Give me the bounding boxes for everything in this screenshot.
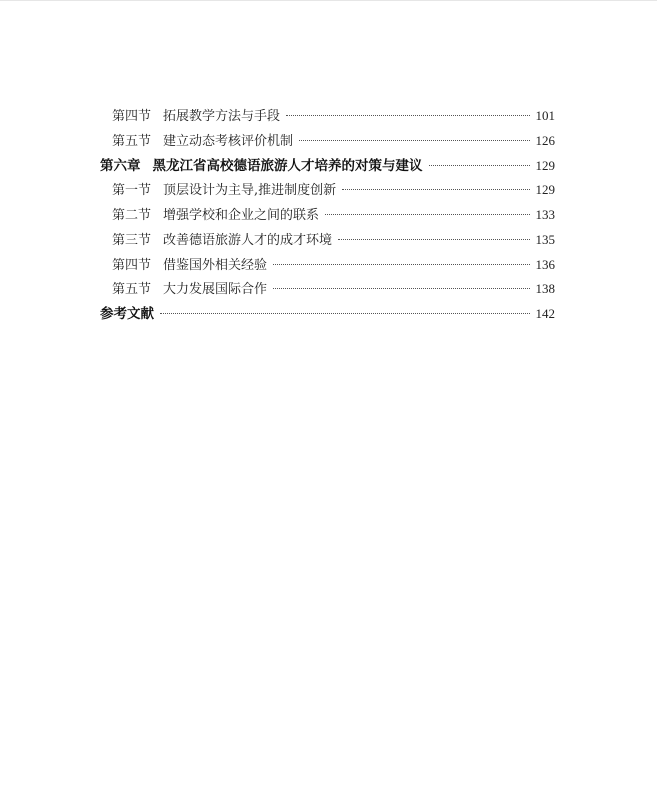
toc-section-title: 改善德语旅游人才的成才环境 xyxy=(163,232,333,248)
dot-leader xyxy=(429,165,530,166)
toc-section-number: 第五节 xyxy=(112,282,152,298)
toc-entry-section-4-1[interactable] xyxy=(100,104,555,129)
toc-entry-section-5[interactable] xyxy=(100,277,555,302)
dot-leader xyxy=(286,115,529,116)
toc-section-title: 拓展教学方法与手段 xyxy=(163,109,281,124)
toc-page-number: 138 xyxy=(535,281,555,297)
table-of-contents xyxy=(100,104,555,327)
toc-references-title: 参考文献 xyxy=(100,306,154,322)
toc-entry-chapter-6[interactable] xyxy=(100,154,555,179)
toc-section-number: 第一节 xyxy=(112,183,152,199)
dot-leader xyxy=(299,140,529,141)
toc-page-number: 129 xyxy=(535,157,555,173)
toc-section-title: 顶层设计为主导,推进制度创新 xyxy=(163,183,337,199)
toc-entry-section-5-1[interactable] xyxy=(100,129,555,154)
toc-page-number: 101 xyxy=(535,108,555,123)
toc-section-number: 第四节 xyxy=(112,257,152,273)
toc-page-number: 126 xyxy=(535,132,555,148)
toc-entry-section-4[interactable] xyxy=(100,253,555,278)
toc-page-number: 129 xyxy=(535,182,555,198)
dot-leader xyxy=(342,189,529,190)
dot-leader xyxy=(160,313,530,314)
toc-section-title: 建立动态考核评价机制 xyxy=(163,133,294,149)
dot-leader xyxy=(273,288,529,289)
toc-entry-section-1[interactable] xyxy=(100,178,555,203)
top-border-line xyxy=(0,0,657,1)
toc-section-number: 第五节 xyxy=(112,133,152,149)
toc-entry-references[interactable] xyxy=(100,302,555,327)
toc-section-title: 大力发展国际合作 xyxy=(163,282,268,298)
toc-entry-section-2[interactable] xyxy=(100,203,555,228)
toc-page-number: 135 xyxy=(535,231,555,247)
toc-page-number: 142 xyxy=(535,306,555,321)
toc-chapter-title: 黑龙江省高校德语旅游人才培养的对策与建议 xyxy=(152,157,423,174)
toc-page-number: 133 xyxy=(535,207,555,222)
toc-section-title: 借鉴国外相关经验 xyxy=(163,257,268,273)
dot-leader xyxy=(273,264,529,265)
dot-leader xyxy=(338,239,529,240)
toc-chapter-number: 第六章 xyxy=(100,157,141,174)
toc-section-title: 增强学校和企业之间的联系 xyxy=(163,208,320,223)
toc-page-number: 136 xyxy=(535,256,555,272)
toc-section-number: 第四节 xyxy=(112,109,152,124)
toc-entry-section-3[interactable] xyxy=(100,228,555,253)
toc-section-number: 第三节 xyxy=(112,232,152,248)
toc-section-number: 第二节 xyxy=(112,208,152,223)
dot-leader xyxy=(325,214,529,215)
